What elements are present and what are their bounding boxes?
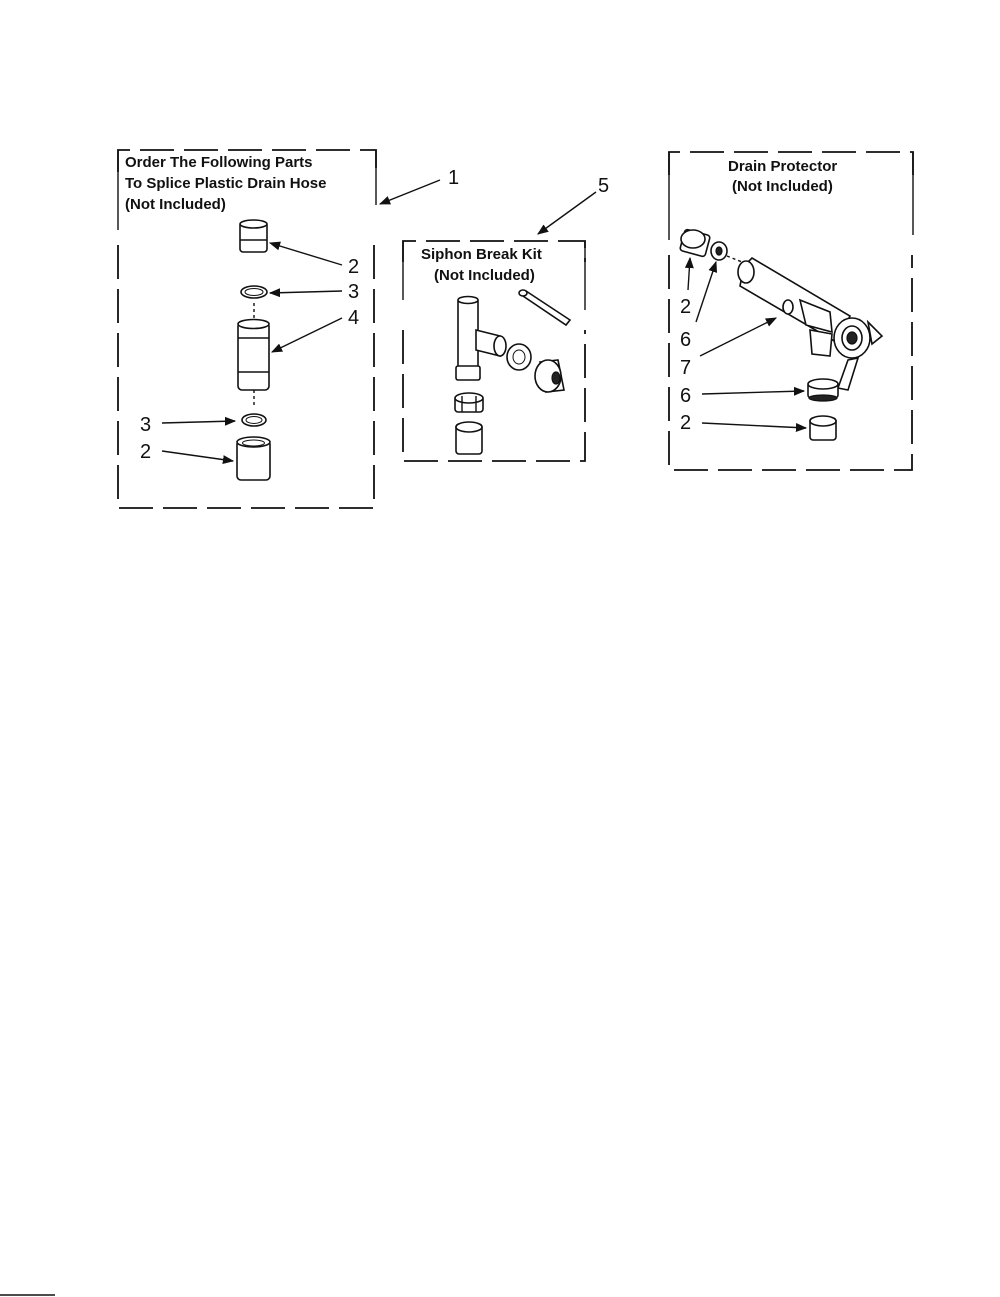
drain-protector-title-line-1: Drain Protector xyxy=(728,158,838,175)
siphon-break-title-line-1: Siphon Break Kit xyxy=(421,246,542,263)
callout-splice-coupling-top: 2 xyxy=(348,256,360,278)
splice-kit-title-line-2: To Splice Plastic Drain Hose xyxy=(125,175,327,192)
drain-nut-bottom xyxy=(808,379,838,401)
siphon-rod-part xyxy=(519,290,570,325)
coupling-part-top xyxy=(240,220,267,252)
connector-tube-part xyxy=(238,303,269,408)
splice-kit-group xyxy=(118,150,459,508)
siphon-break-group xyxy=(403,175,609,461)
drain-protector-group xyxy=(669,152,913,470)
callout-1-leader xyxy=(380,180,440,204)
clamp-ring-top xyxy=(241,286,267,298)
siphon-lower-coupling-part xyxy=(456,422,482,454)
siphon-nut-part xyxy=(507,344,531,370)
coupling-part-bottom xyxy=(237,437,270,480)
splice-kit-title-line-1: Order The Following Parts xyxy=(125,154,313,171)
drain-coupling-top xyxy=(680,229,711,257)
clamp-ring-bottom xyxy=(242,414,266,426)
siphon-lower-nut-part xyxy=(455,393,483,412)
callout-drain-coupling-bottom: 2 xyxy=(680,412,692,434)
callout-drain-coupling-top: 2 xyxy=(680,296,692,318)
callout-5-leader xyxy=(538,192,596,234)
callout-drain-nut-bottom: 6 xyxy=(680,385,692,407)
callout-1: 1 xyxy=(448,167,460,189)
splice-kit-title-line-3: (Not Included) xyxy=(125,196,226,213)
tee-fitting-part xyxy=(456,297,506,381)
callout-drain-body: 7 xyxy=(680,357,692,379)
drain-protector-body xyxy=(727,256,882,390)
callout-drain-nut-top: 6 xyxy=(680,329,692,351)
siphon-cap-part xyxy=(535,360,564,392)
siphon-break-title-line-2: (Not Included) xyxy=(434,267,535,284)
callout-splice-tube: 4 xyxy=(348,307,360,329)
callout-5: 5 xyxy=(598,175,610,197)
drain-protector-title-line-2: (Not Included) xyxy=(732,178,833,195)
drain-coupling-bottom xyxy=(810,416,836,440)
callout-splice-ring-bottom: 3 xyxy=(140,414,152,436)
drain-nut-top xyxy=(711,242,727,260)
callout-splice-ring-top: 3 xyxy=(348,281,360,303)
callout-splice-coupling-bottom: 2 xyxy=(140,441,152,463)
